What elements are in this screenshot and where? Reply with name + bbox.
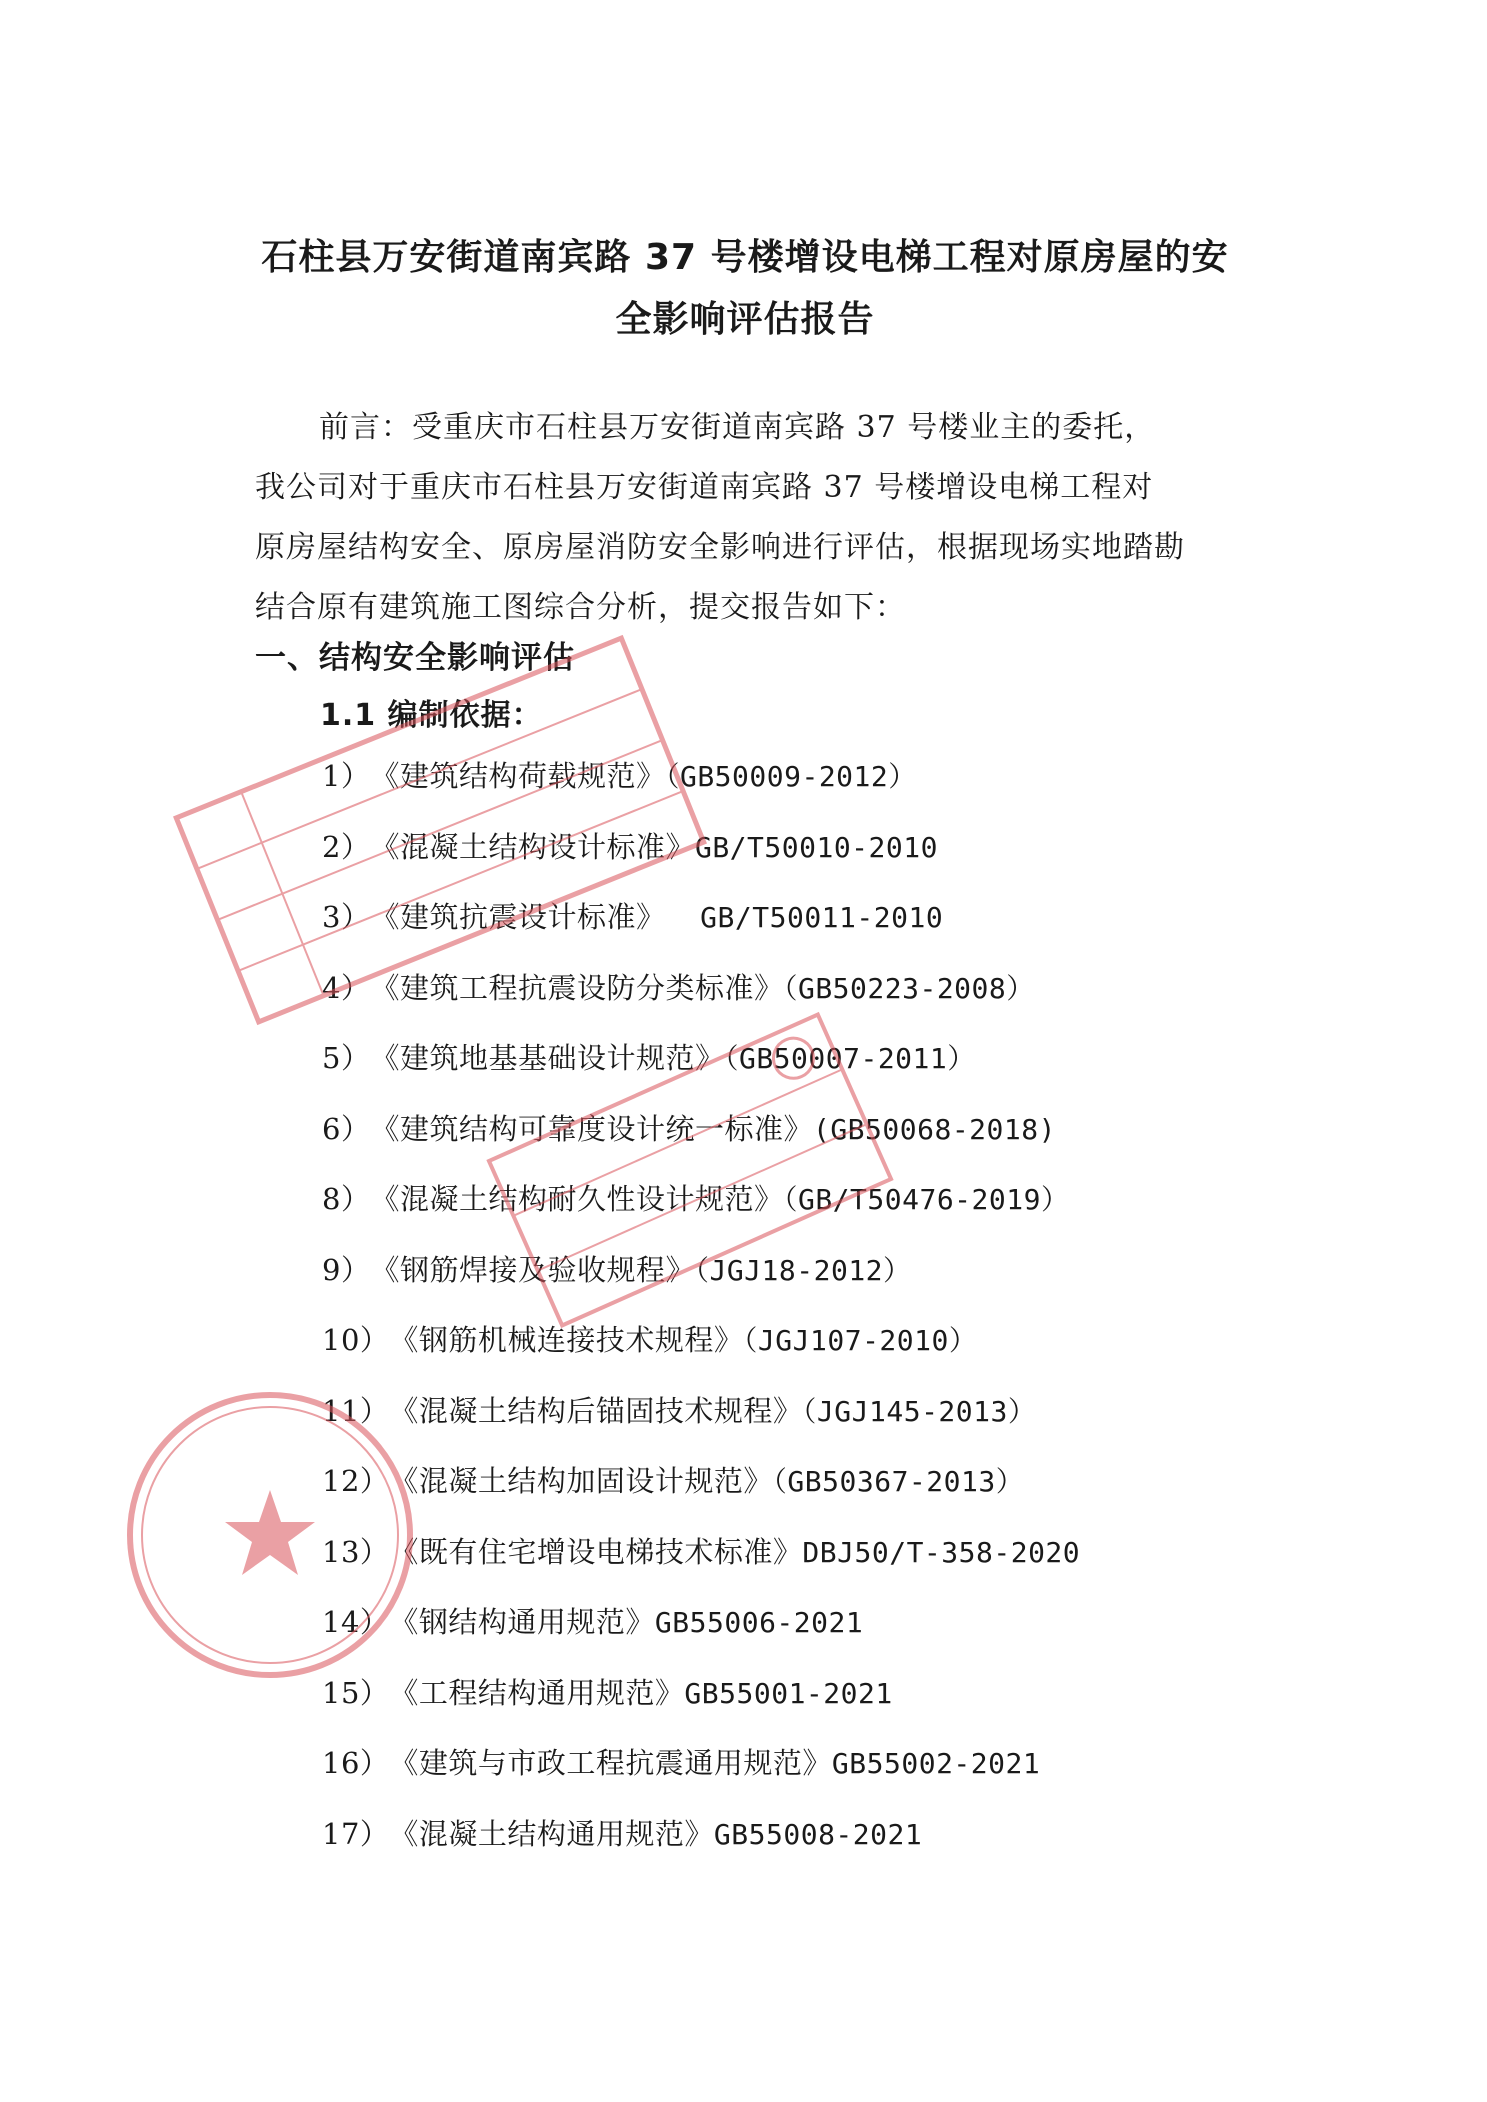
reference-name: 《混凝土结构通用规范》 bbox=[389, 1816, 714, 1851]
reference-item bbox=[322, 1810, 1080, 1881]
reference-item bbox=[322, 1669, 1080, 1740]
section-heading-structural-safety: 一、结构安全影响评估 bbox=[255, 640, 575, 676]
reference-name: 《建筑结构荷载规范》 bbox=[370, 759, 666, 793]
reference-name: 《钢结构通用规范》 bbox=[389, 1605, 655, 1639]
subsection-heading-basis: 1.1 编制依据： bbox=[320, 698, 543, 733]
reference-number: 3） bbox=[322, 900, 371, 934]
reference-name: 《建筑工程抗震设防分类标准》 bbox=[370, 970, 784, 1005]
reference-number: 2） bbox=[322, 829, 371, 864]
reference-code: (GB50068-2018) bbox=[812, 1112, 1056, 1146]
reference-code: （GB50007-2011） bbox=[724, 1042, 976, 1075]
reference-item bbox=[322, 1316, 1080, 1387]
reference-number: 17） bbox=[322, 1816, 390, 1851]
reference-list bbox=[322, 752, 1080, 1880]
reference-name: 《既有住宅增设电梯技术标准》 bbox=[389, 1534, 803, 1569]
reference-item bbox=[322, 1387, 1080, 1458]
report-title-line-1: 石柱县万安街道南宾路 37 号楼增设电梯工程对原房屋的安 bbox=[261, 237, 1229, 278]
reference-code: （JGJ145-2013） bbox=[802, 1394, 1037, 1428]
reference-number: 5） bbox=[322, 1041, 371, 1075]
reference-code: GB55002-2021 bbox=[831, 1747, 1041, 1780]
reference-code: （GB50009-2012） bbox=[665, 760, 917, 793]
reference-code: GB55006-2021 bbox=[654, 1606, 864, 1639]
reference-code: （GB/T50476-2019） bbox=[783, 1183, 1070, 1216]
reference-item bbox=[322, 1246, 1080, 1317]
reference-name: 《钢筋机械连接技术规程》 bbox=[389, 1323, 744, 1357]
report-title-line-2: 全影响评估报告 bbox=[615, 299, 875, 340]
reference-number: 8） bbox=[322, 1182, 371, 1216]
reference-code: （JGJ107-2010） bbox=[743, 1324, 978, 1357]
reference-code: GB55008-2021 bbox=[713, 1817, 923, 1851]
reference-item bbox=[322, 1457, 1080, 1528]
reference-code: GB55001-2021 bbox=[684, 1676, 893, 1710]
reference-number: 12） bbox=[322, 1464, 390, 1498]
reference-code: GB/T50011-2010 bbox=[665, 901, 944, 934]
reference-item bbox=[322, 752, 1080, 823]
reference-name: 《建筑结构可靠度设计统一标准》 bbox=[370, 1111, 813, 1146]
reference-name: 《混凝土结构后锚固技术规程》 bbox=[389, 1393, 803, 1428]
preface-line: 前言：受重庆市石柱县万安街道南宾路 37 号楼业主的委托， bbox=[319, 410, 1156, 445]
reference-item bbox=[322, 1175, 1080, 1246]
reference-code: （GB50367-2013） bbox=[772, 1465, 1025, 1498]
preface-line: 原房屋结构安全、原房屋消防安全影响进行评估，根据现场实地踏勘 bbox=[255, 530, 1185, 565]
reference-item bbox=[322, 964, 1080, 1035]
reference-number: 1） bbox=[322, 759, 371, 793]
preface-line: 结合原有建筑施工图综合分析，提交报告如下： bbox=[255, 590, 906, 625]
reference-code: （JGJ18-2012） bbox=[694, 1253, 912, 1287]
reference-number: 6） bbox=[322, 1111, 371, 1146]
reference-name: 《建筑抗震设计标准》 bbox=[370, 900, 666, 934]
preface-line: 我公司对于重庆市石柱县万安街道南宾路 37 号楼增设电梯工程对 bbox=[255, 470, 1154, 505]
reference-number: 4） bbox=[322, 970, 371, 1005]
reference-number: 9） bbox=[322, 1252, 371, 1287]
star-icon bbox=[225, 1490, 315, 1575]
reference-item bbox=[322, 823, 1080, 894]
reference-item bbox=[322, 893, 1080, 964]
reference-number: 10） bbox=[322, 1323, 390, 1357]
reference-item bbox=[322, 1739, 1080, 1810]
reference-name: 《混凝土结构加固设计规范》 bbox=[389, 1464, 773, 1498]
reference-number: 16） bbox=[322, 1746, 390, 1780]
reference-item bbox=[322, 1034, 1080, 1105]
reference-code: DBJ50/T-358-2020 bbox=[802, 1535, 1081, 1569]
reference-code: （GB50223-2008） bbox=[783, 971, 1035, 1005]
reference-code: GB/T50010-2010 bbox=[694, 830, 938, 864]
reference-number: 15） bbox=[322, 1675, 390, 1710]
reference-name: 《建筑地基基础设计规范》 bbox=[370, 1041, 725, 1075]
reference-number: 13） bbox=[322, 1534, 390, 1569]
reference-number: 14） bbox=[322, 1605, 390, 1639]
reference-item bbox=[322, 1105, 1080, 1176]
reference-name: 《混凝土结构耐久性设计规范》 bbox=[370, 1182, 784, 1216]
reference-number: 11） bbox=[322, 1393, 390, 1428]
reference-item bbox=[322, 1598, 1080, 1669]
reference-name: 《工程结构通用规范》 bbox=[389, 1675, 685, 1710]
reference-item bbox=[322, 1528, 1080, 1599]
reference-name: 《建筑与市政工程抗震通用规范》 bbox=[389, 1746, 832, 1780]
preface-paragraph bbox=[255, 398, 1235, 638]
reference-name: 《钢筋焊接及验收规程》 bbox=[370, 1252, 695, 1287]
reference-name: 《混凝土结构设计标准》 bbox=[370, 829, 695, 864]
